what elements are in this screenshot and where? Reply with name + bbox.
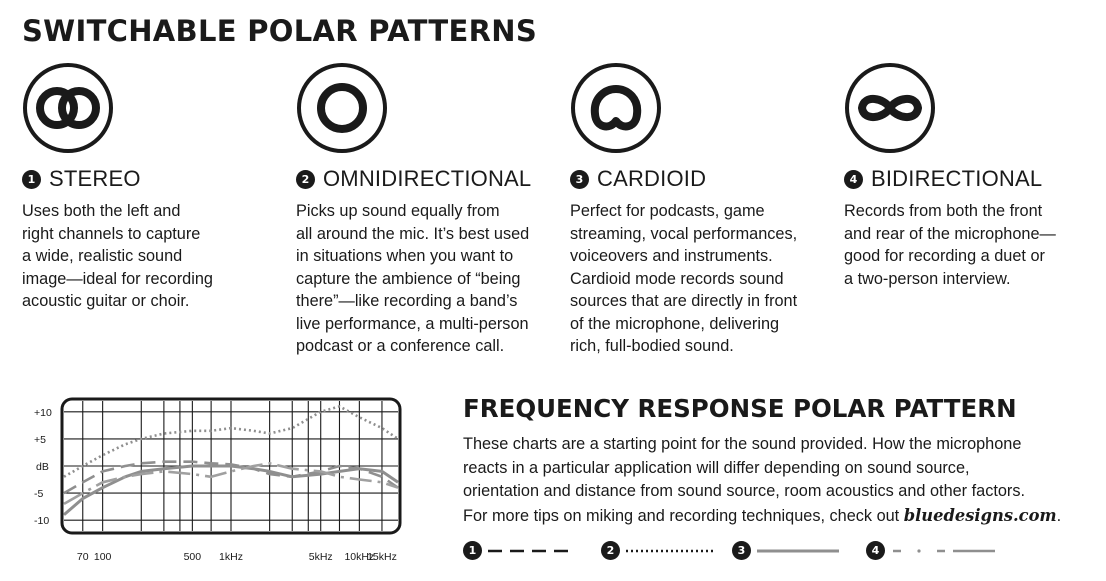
legend-item-4	[866, 541, 999, 560]
chart-y-tick-label: +10	[34, 406, 52, 419]
pattern-name: CARDIOID	[597, 166, 707, 191]
frequency-response-chart	[0, 0, 460, 581]
legend-number-badge: 1	[463, 541, 482, 560]
chart-x-tick-label: 500	[183, 551, 202, 563]
bidirectional-pattern-icon	[844, 62, 936, 154]
legend-number-badge: 2	[601, 541, 620, 560]
chart-y-axis-label: dB	[36, 461, 49, 473]
pattern-number-badge: 4	[844, 170, 863, 189]
legend-dashed-line	[486, 546, 572, 556]
pattern-description: Perfect for podcasts, game streaming, vocal performances, voiceovers and instruments. Cardioid mode records sound sources that are directly in front of the microphone, delivering rich, full-bodied sound.	[570, 202, 798, 355]
pattern-description: Picks up sound equally from all around the mic. It’s best used in situations when you want to capture the ambience of “being there”—like recording a band’s live performance, a multi-person podcast or a conference call.	[296, 202, 530, 355]
legend-item-1	[463, 541, 572, 560]
chart-x-tick-label: 10kHz	[344, 551, 375, 563]
bluedesigns-link[interactable]: bluedesigns.com	[903, 505, 1057, 525]
chart-y-tick-label: +5	[34, 433, 46, 446]
chart-x-tick-label: 70	[76, 551, 89, 563]
chart-y-tick-label: -10	[34, 515, 50, 528]
legend-number-badge: 3	[732, 541, 751, 560]
legend-number-badge: 4	[866, 541, 885, 560]
chart-x-tick-label: 1kHz	[219, 551, 243, 563]
description-text: These charts are a starting point for the sound provided. How the microphone reacts in a particular application will differ depending on sound source, orientation and distance from sound source, room acoustics and other factors. For more tips on miking and recording techniques, check out	[463, 435, 1026, 525]
frequency-response-title: FREQUENCY RESPONSE POLAR PATTERN	[463, 394, 1017, 423]
pattern-name: OMNIDIRECTIONAL	[323, 166, 532, 191]
cardioid-pattern-icon	[570, 62, 662, 154]
pattern-description: Uses both the left and right channels to capture a wide, realistic sound image—ideal for recording acoustic guitar or choir.	[22, 202, 213, 310]
chart-x-tick-label: 100	[93, 551, 112, 563]
pattern-number-badge: 1	[22, 170, 41, 189]
chart-x-tick-label: 15kHz	[367, 551, 397, 563]
frequency-response-description	[463, 433, 1093, 528]
pattern-description: Records from both the front and rear of the microphone— good for recording a duet or a two-person interview.	[844, 202, 1056, 288]
legend-dash-dot-line	[889, 546, 999, 556]
description-end: .	[1056, 506, 1062, 525]
pattern-number-badge: 2	[296, 170, 315, 189]
legend-item-2	[601, 541, 716, 560]
pattern-name: BIDIRECTIONAL	[871, 166, 1043, 191]
pattern-name: STEREO	[49, 166, 141, 191]
legend-dotted-line	[624, 546, 716, 556]
page-title: SWITCHABLE POLAR PATTERNS	[22, 14, 537, 48]
legend-item-3	[732, 541, 841, 560]
legend-solid-line	[755, 546, 841, 556]
chart-x-tick-label: 5kHz	[308, 551, 333, 563]
pattern-number-badge: 3	[570, 170, 589, 189]
chart-y-tick-label: -5	[34, 488, 44, 501]
